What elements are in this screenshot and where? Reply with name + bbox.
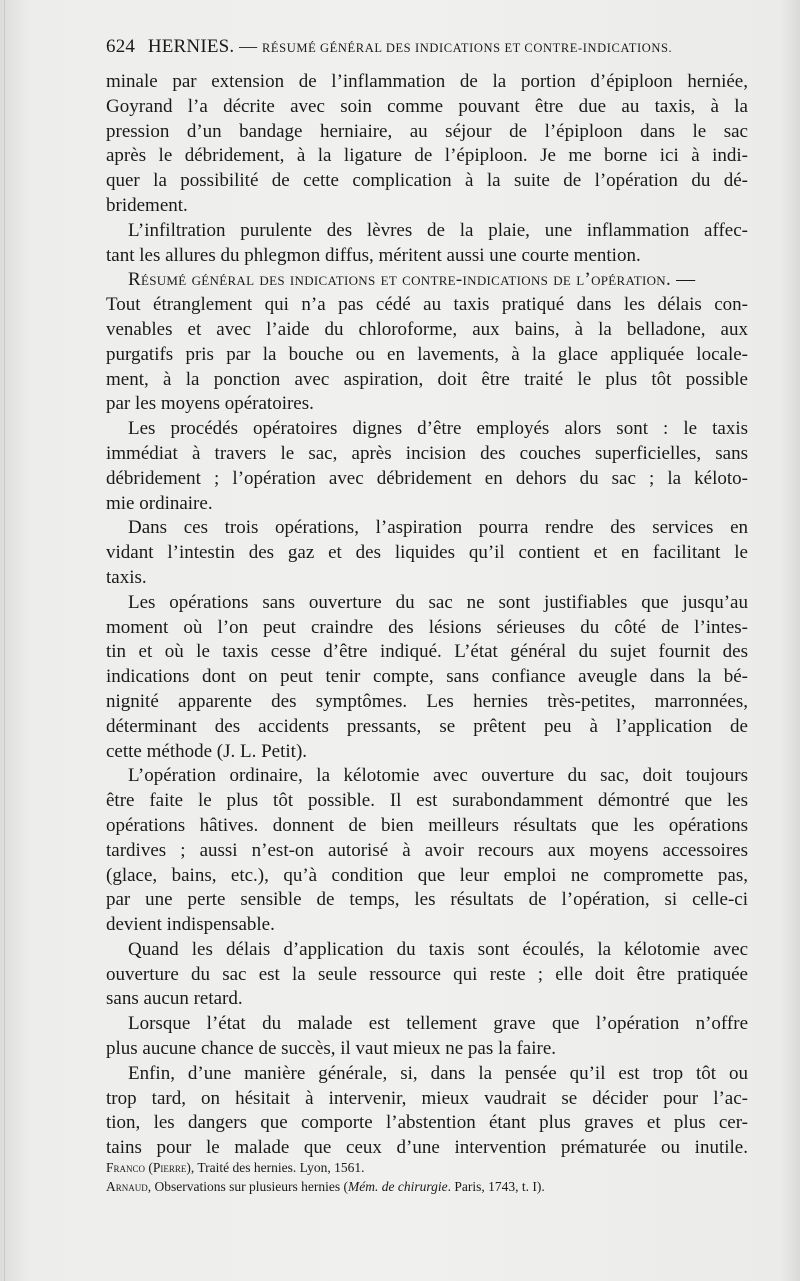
body-text bbox=[106, 70, 748, 1161]
text-line: minale par extension de l’inflammation de la portion d’épiploon herniée, bbox=[106, 71, 748, 92]
text-line: devient indispensable. bbox=[106, 914, 275, 936]
text-line: moment où l’on peut craindre des lésions sérieuses du côté de l’intes- bbox=[106, 616, 748, 638]
text-line: Tout étranglement qui n’a pas cédé au taxis pratiqué dans les délais con- bbox=[106, 294, 748, 316]
text-line: Les opérations sans ouverture du sac ne sont justifiables que jusqu’au bbox=[128, 591, 748, 613]
text-line: nignité apparente des symptômes. Les hernies très-petites, marronnées, bbox=[106, 690, 748, 712]
text-line: ment, à la ponction avec aspiration, doit être traité le plus tôt possible bbox=[106, 368, 748, 390]
text-line: plus aucune chance de succès, il vaut mieux ne pas la faire. bbox=[106, 1038, 557, 1060]
text-line: après le débridement, à la ligature de l’épiploon. Je me borne ici à indi- bbox=[106, 145, 748, 167]
text-line: trop tard, on hésitait à intervenir, mieux vaudrait se décider pour l’ac- bbox=[106, 1087, 748, 1109]
text-line: Enfin, d’une manière générale, si, dans la pensée qu’il est trop tôt ou bbox=[128, 1062, 748, 1084]
text-line: L’infiltration purulente des lèvres de la plaie, une inflammation affec- bbox=[128, 219, 748, 241]
text-line: tardives ; aussi n’est-on autorisé à avoir recours aux moyens accessoires bbox=[106, 839, 748, 861]
text-line: Goyrand l’a décrite avec soin comme pouvant être due au taxis, à la bbox=[106, 95, 748, 117]
page-header bbox=[106, 36, 766, 58]
text-line: déterminant des accidents pressants, se prêtent peu à l’application de bbox=[106, 715, 748, 737]
page-edge-line bbox=[4, 0, 5, 1281]
footnote-text: Observations sur plusieurs hernies ( bbox=[151, 1179, 348, 1194]
text-line: opérations hâtives. donnent de bien meilleurs résultats que les opérations bbox=[106, 814, 748, 836]
text-line: tin et où le taxis cesse d’être indiqué. L’état général du sujet fournit des bbox=[106, 641, 748, 663]
text-line: Dans ces trois opérations, l’aspiration pourra rendre des services en bbox=[128, 517, 748, 539]
text-line: indications dont on peut tenir compte, sans confiance aveugle dans la bé- bbox=[106, 666, 748, 688]
text-line: tion, les dangers que comporte l’abstention étant plus graves et plus cer- bbox=[106, 1112, 748, 1134]
text-line: tains pour le malade que ceux d’une intervention prématurée ou inutile. bbox=[106, 1137, 748, 1159]
section-heading bbox=[106, 268, 748, 293]
text-line: débridement ; l’opération avec débridement en dehors du sac ; la kéloto- bbox=[106, 467, 748, 489]
text-line: par une perte sensible de temps, les résultats de l’opération, si celle-ci bbox=[106, 889, 748, 911]
text-line: Lorsque l’état du malade est tellement grave que l’opération n’offre bbox=[128, 1013, 748, 1035]
footnote-author: Franco (Pierre), bbox=[106, 1160, 195, 1175]
text-line: quer la possibilité de cette complication à la suite de l’opération du dé- bbox=[106, 170, 748, 192]
section-running-head: RÉSUMÉ GÉNÉRAL DES INDICATIONS ET CONTRE-INDICATIONS. bbox=[262, 41, 673, 55]
section-heading-text: Résumé général des indications et contre-indications de l’opération. — bbox=[128, 269, 696, 291]
text-line: mie ordinaire. bbox=[106, 492, 213, 514]
text-line: par les moyens opératoires. bbox=[106, 393, 314, 415]
text-line: être faite le plus tôt possible. Il est surabondamment démontré que les bbox=[106, 790, 748, 812]
text-line: tant les allures du phlegmon diffus, méritent aussi une courte mention. bbox=[106, 244, 641, 266]
footnote bbox=[106, 1177, 706, 1196]
text-line: (glace, bains, etc.), qu’à condition que leur emploi ne compromette pas, bbox=[106, 864, 748, 886]
footnote-italic-title: Mém. de chirurgie bbox=[347, 1179, 448, 1194]
running-title: HERNIES. bbox=[147, 36, 235, 57]
text-line: immédiat à travers le sac, après incision des couches superficielles, sans bbox=[106, 442, 748, 464]
text-line: Les procédés opératoires dignes d’être employés alors sont : le taxis bbox=[128, 418, 748, 440]
footnote bbox=[106, 1158, 706, 1177]
text-line: ouverture du sac est la seule ressource qui reste ; elle doit être pratiquée bbox=[106, 963, 748, 985]
text-line: L’opération ordinaire, la kélotomie avec ouverture du sac, doit toujours bbox=[128, 765, 748, 787]
footnote-tail: . Paris, 1743, t. I). bbox=[447, 1179, 545, 1194]
text-line: taxis. bbox=[106, 566, 147, 588]
text-line: Quand les délais d’application du taxis sont écoulés, la kélotomie avec bbox=[128, 938, 748, 960]
text-line: venables et avec l’aide du chloroforme, aux bains, à la belladone, aux bbox=[106, 318, 748, 340]
page-number: 624 bbox=[106, 36, 136, 57]
text-line: sans aucun retard. bbox=[106, 988, 243, 1010]
footnote-author: Arnaud, bbox=[106, 1179, 152, 1194]
footnote-text: Traité des hernies. Lyon, 1561. bbox=[194, 1160, 365, 1175]
text-line: pression d’un bandage herniaire, au séjour de l’épiploon dans le sac bbox=[106, 120, 748, 142]
text-line: bridement. bbox=[106, 194, 188, 216]
text-line: vidant l’intestin des gaz et des liquides qu’il contient et en facilitant le bbox=[106, 542, 748, 564]
header-dash: — bbox=[239, 36, 258, 56]
text-line: cette méthode (J. L. Petit). bbox=[106, 740, 308, 762]
footnotes bbox=[106, 1158, 706, 1196]
text-line: purgatifs pris par la bouche ou en lavements, à la glace appliquée locale- bbox=[106, 343, 748, 365]
